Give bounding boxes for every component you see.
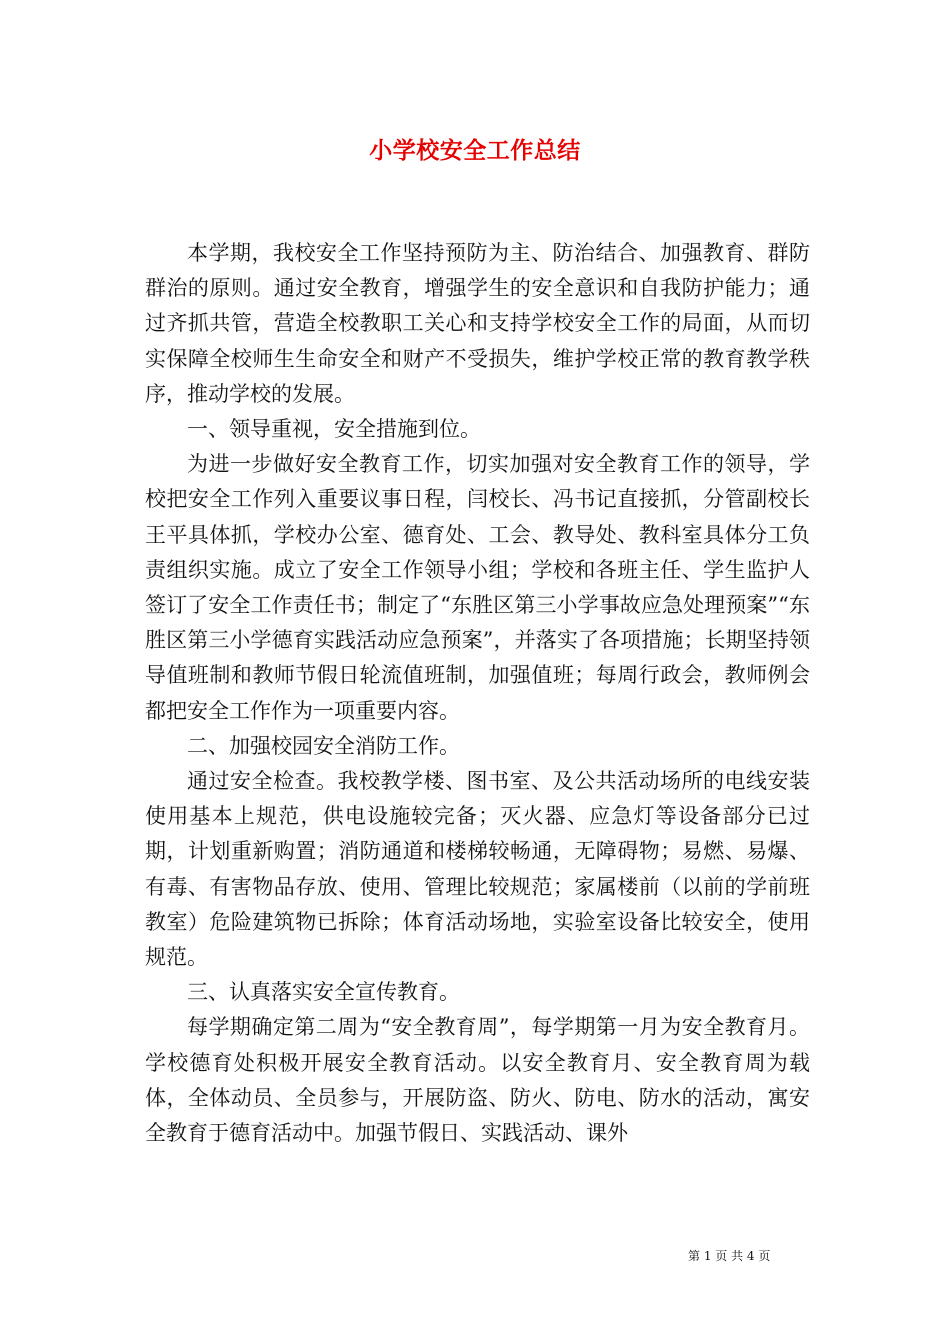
document-body <box>145 236 810 1151</box>
section-heading-2: 二、加强校园安全消防工作。 <box>187 733 460 758</box>
page-number-footer: 第 1 页 共 4 页 <box>688 1249 771 1263</box>
paragraph-fire-safety: 通过安全检查。我校教学楼、图书室、及公共活动场所的电线安装使用基本上规范，供电设施较完备；灭火器、应急灯等设备部分已过期，计划重新购置；消防通道和楼梯较畅通，无障碍物；易燃、易爆、有毒、有害物品存放、使用、管理比较规范；家属楼前（以前的学前班教室）危险建筑物已拆除；体育活动场地，实验室设备比较安全，使用规范。 <box>145 769 810 970</box>
document-title: 小学校安全工作总结 <box>369 137 581 164</box>
paragraph-leadership: 为进一步做好安全教育工作，切实加强对安全教育工作的领导，学校把安全工作列入重要议事日程，闫校长、冯书记直接抓，分管副校长王平具体抓，学校办公室、德育处、工会、教导处、教科室具体分工负责组织实施。成立了安全工作领导小组；学校和各班主任、学生监护人签订了安全工作责任书；制定了“东胜区第三小学事故应急处理预案”“东胜区第三小学德育实践活动应急预案”，并落实了各项措施；长期坚持领导值班制和教师节假日轮流值班制，加强值班；每周行政会，教师例会都把安全工作作为一项重要内容。 <box>145 452 810 723</box>
section-heading-1: 一、领导重视，安全措施到位。 <box>187 417 481 442</box>
paragraph-intro: 本学期，我校安全工作坚持预防为主、防治结合、加强教育、群防群治的原则。通过安全教育，增强学生的安全意识和自我防护能力；通过齐抓共管，营造全校教职工关心和支持学校安全工作的局面，从而切实保障全校师生生命安全和财产不受损失，维护学校正常的教育教学秩序，推动学校的发展。 <box>145 241 810 406</box>
paragraph-education: 每学期确定第二周为“安全教育周”，每学期第一月为安全教育月。学校德育处积极开展安全教育活动。以安全教育月、安全教育周为载体，全体动员、全员参与，开展防盗、防火、防电、防水的活动，寓安全教育于德育活动中。加强节假日、实践活动、课外 <box>145 1015 810 1146</box>
section-heading-3: 三、认真落实安全宣传教育。 <box>187 980 460 1005</box>
